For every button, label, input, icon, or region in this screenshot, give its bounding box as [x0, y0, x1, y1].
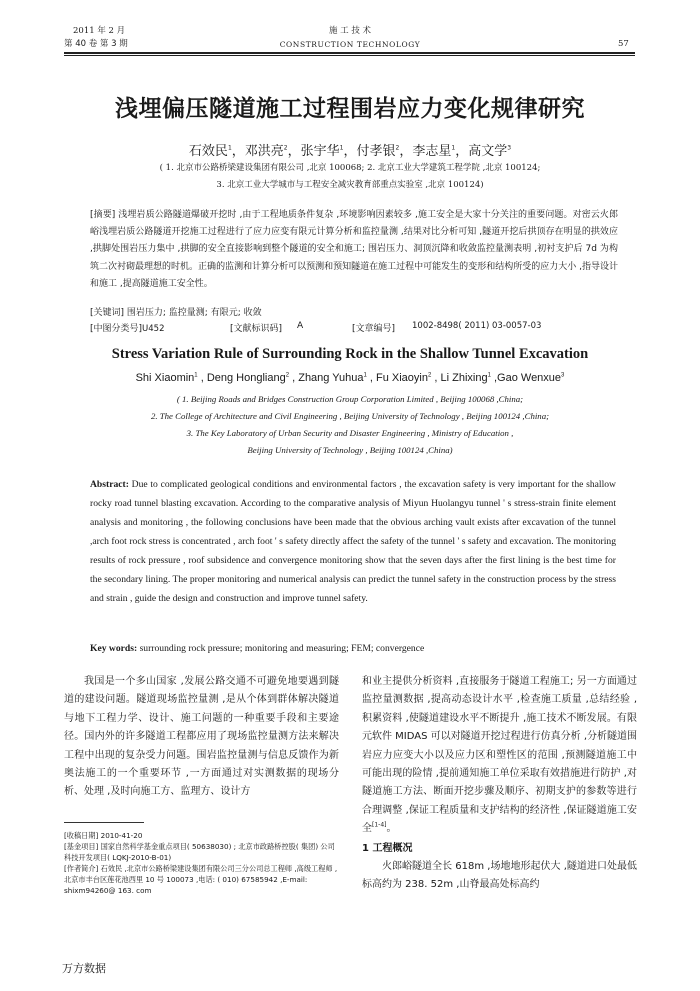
author-en-name: Shi Xiaomin — [135, 372, 195, 384]
keywords-cn — [90, 305, 262, 318]
author-en-affiliation-marker: 1 — [363, 372, 367, 379]
author-cn-name: 邓洪亮 — [244, 144, 284, 159]
watermark: 万方数据 — [62, 962, 106, 975]
clc-label: [中图分类号] — [90, 324, 143, 334]
affiliation-en-2: 2. The College of Architecture and Civil Engineering , Beijing University of Technology , Beijing 100124 ,China; — [150, 411, 550, 421]
header-journal-cn: 施 工 技 术 — [328, 26, 372, 36]
author-cn-affiliation-marker: 2 — [395, 144, 400, 152]
author-cn-separator: ， — [455, 144, 469, 159]
keywords-en-label: Key words: — [90, 643, 138, 654]
header-page-number: 57 — [618, 39, 629, 49]
section-1-text: 火郎峪隧道全长 618m ,场地地形起伏大 ,隧道进口处最低标高约为 238. 52m ,山脊最高处标高约 — [362, 861, 637, 891]
author-en-separator: , — [490, 372, 498, 384]
footnote-funding: [基金项目] 国家自然科学基金重点项目( 50638030) ; 北京市政路桥控股( 集团) 公司科技开发项目( LQKJ-2010-B-01) — [64, 842, 335, 862]
author-cn-name: 石效民 — [188, 144, 228, 159]
article-label: [文章编号] — [352, 324, 396, 334]
author-en-name: Zhang Yuhua — [298, 372, 364, 384]
affiliation-cn-2: 3. 北京工业大学城市与工程安全减灾教育部重点实验室 ,北京 100124) — [216, 180, 484, 190]
citation-ref: [1-4] — [372, 821, 387, 829]
abstract-cn-label: [摘要] — [90, 210, 116, 220]
doc-label: [文献标识码] — [230, 324, 283, 334]
author-en-separator: , — [431, 372, 441, 384]
body-left-column — [64, 673, 339, 802]
header-rule-thin — [64, 55, 635, 56]
affiliation-en-3: 3. The Key Laboratory of Urban Security and Disaster Engineering , Ministry of Education , — [186, 428, 514, 438]
header-volume: 第 40 卷 第 3 期 — [64, 39, 128, 49]
footnote-author: [作者简介] 石效民 ,北京市公路桥梁建设集团有限公司三分公司总工程师 ,高级工程师 ,北京市丰台区莲花池西里 10 号 100073 ,电话: ( 010) 67585942 ,E-mail: shixm94260@ 163. com — [64, 864, 338, 895]
header-rule-thick — [64, 52, 635, 54]
authors-en — [0, 372, 700, 384]
footnote-rule — [64, 822, 144, 823]
author-en-name: Deng Hongliang — [206, 372, 286, 384]
author-cn-name: 高文学 — [468, 144, 508, 159]
keywords-en-text: surrounding rock pressure; monitoring and measuring; FEM; convergence — [139, 643, 425, 654]
author-en-affiliation-marker: 2 — [285, 372, 290, 379]
abstract-cn-text: 浅埋岩质公路隧道爆破开挖时 ,由于工程地质条件复杂 ,环境影响因素较多 ,施工安全是大家十分关注的重要问题。对密云火郎峪浅埋岩质公路隧道开挖施工过程进行了应力应变有限元计算分析和监控量测 ,结果对比分析可知 ,隧道开挖后拱顶存在明显的拱效应 ,拱脚处围岩压力集中 ,拱脚的安全直接影响到整个隧道的安全和施工; 围岩压力、洞顶沉降和收敛监控量测表明 ,初衬支护后 7d 为构筑二次衬砌最理想的时机。正确的监测和计算分析可以预测和预知隧道在施工过程中可能发生的变形和结构所受的应力大小 ,指导设计和施工 ,提高隧道施工安全性。 — [90, 210, 618, 289]
body-right-text: 和业主提供分析资料 ,直接服务于隧道工程施工; 另一方面通过监控量测数据 ,提高动态设计水平 ,检查施工质量 ,总结经验 ,积累资料 ,使隧道建设水平不断提升 ,施工技术不断发展。有限元软件 MIDAS 可以对隧道开挖过程进行仿真分析 ,分析隧道围岩应力应变大小以及应力区和塑性区的范围 ,预测隧道施工中可能出现的险情 ,提前通知施工单位采取有效措施进行防护 ,对隧道施工方法、断面开挖步骤及顺序、初期支护的参数等进行合理调整 ,保证工程质量和支护结构的经济性 ,保证隧道施工安全 — [362, 676, 638, 835]
body-left-paragraph: 我国是一个多山国家 ,发展公路交通不可避免地要遇到隧道的建设问题。隧道现场监控量测 ,是从个体到群体解决隧道与地下工程力学、设计、施工问题的一种重要手段和主要途径。国内外的许多隧道工程都应用了现场监控量测方法来解决工程中出现的复杂受力问题。围岩监控量测与信息反馈作为新奥法施工的一个重要环节 ,一方面通过对实测数据的现场分析、处理 ,及时向施工方、监理方、设计方 — [64, 676, 339, 798]
author-en-separator: , — [197, 372, 207, 384]
abstract-en-text: Due to complicated geological conditions and environmental factors , the excavation safety is very important for the shallow rocky road tunnel blasting excavation. According to the comparative analysis of Miyun Huolangyu tunnel ' s stress-strain finite element analysis and monitoring , the following conclusions have been made that the obvious arching vault exists after excavation of the tunnel ,arch foot rock stress is concentrated , arch foot ' s safety directly affect the safety of the tunnel ' s safety and excavation. The monitoring results of rock pressure , roof subsidence and convergence monitoring show that the seven days after the first lining is the best time for the secondary lining. The proper monitoring and numerical analysis can predict the tunnel safety in the construction process by the stress and strain , guide the design and construction and improve tunnel safety. — [90, 479, 616, 604]
author-cn-name: 付孝银 — [356, 144, 396, 159]
author-cn-affiliation-marker: 1 — [227, 144, 232, 152]
abstract-en — [90, 475, 616, 608]
keywords-cn-label: [关键词] — [90, 308, 125, 318]
keywords-cn-text: 围岩压力; 监控量测; 有限元; 收敛 — [126, 308, 262, 318]
abstract-en-label: Abstract: — [90, 479, 129, 490]
title-cn: 浅埋偏压隧道施工过程围岩应力变化规律研究 — [115, 96, 585, 122]
header-journal-en: CONSTRUCTION TECHNOLOGY — [279, 40, 421, 49]
affiliation-en-4: Beijing University of Technology , Beijing 100124 ,China) — [247, 445, 453, 455]
author-cn-affiliation-marker: 1 — [451, 144, 456, 152]
keywords-en — [90, 643, 616, 654]
body-right-end: 。 — [386, 823, 397, 835]
author-cn-name: 张宇华 — [300, 144, 340, 159]
footnote-received: [收稿日期] 2010-41-20 — [64, 831, 143, 840]
author-cn-name: 李志星 — [412, 144, 452, 159]
section-1-title: 1 工程概况 — [362, 842, 413, 854]
author-cn-affiliation-marker: 1 — [339, 144, 344, 152]
article-value: 1002-8498( 2011) 03-0057-03 — [412, 321, 542, 331]
author-en-name: Gao Wenxue — [497, 372, 562, 384]
classification-line — [90, 321, 618, 334]
body-right-paragraph — [362, 673, 637, 839]
author-cn-separator: ， — [399, 144, 413, 159]
affiliation-cn-1: ( 1. 北京市公路桥梁建设集团有限公司 ,北京 100068; 2. 北京工业大学建筑工程学院 ,北京 100124; — [159, 163, 541, 173]
footnotes — [64, 830, 339, 896]
author-cn-affiliation-marker: 2 — [283, 144, 288, 152]
abstract-cn — [90, 207, 618, 293]
author-cn-affiliation-marker: 3 — [507, 144, 512, 152]
author-en-separator: , — [289, 372, 299, 384]
clc-value: U452 — [142, 324, 165, 334]
authors-cn — [0, 140, 700, 159]
author-en-affiliation-marker: 3 — [561, 372, 565, 379]
author-en-name: Fu Xiaoyin — [375, 372, 428, 384]
author-en-name: Li Zhixing — [440, 372, 488, 384]
doc-value: A — [297, 321, 304, 331]
author-en-separator: , — [366, 372, 376, 384]
header-date: 2011 年 2 月 — [73, 26, 126, 36]
author-cn-separator: ， — [343, 144, 357, 159]
author-cn-separator: ， — [231, 144, 245, 159]
body-right-column — [362, 673, 637, 895]
affiliation-en-1: ( 1. Beijing Roads and Bridges Construction Group Corporation Limited , Beijing 100068 ,China; — [176, 394, 524, 404]
author-cn-separator: ， — [287, 144, 301, 159]
title-en: Stress Variation Rule of Surrounding Rock in the Shallow Tunnel Excavation — [111, 346, 589, 362]
author-en-affiliation-marker: 2 — [427, 372, 432, 379]
author-en-affiliation-marker: 1 — [487, 372, 491, 379]
author-en-affiliation-marker: 1 — [194, 372, 198, 379]
